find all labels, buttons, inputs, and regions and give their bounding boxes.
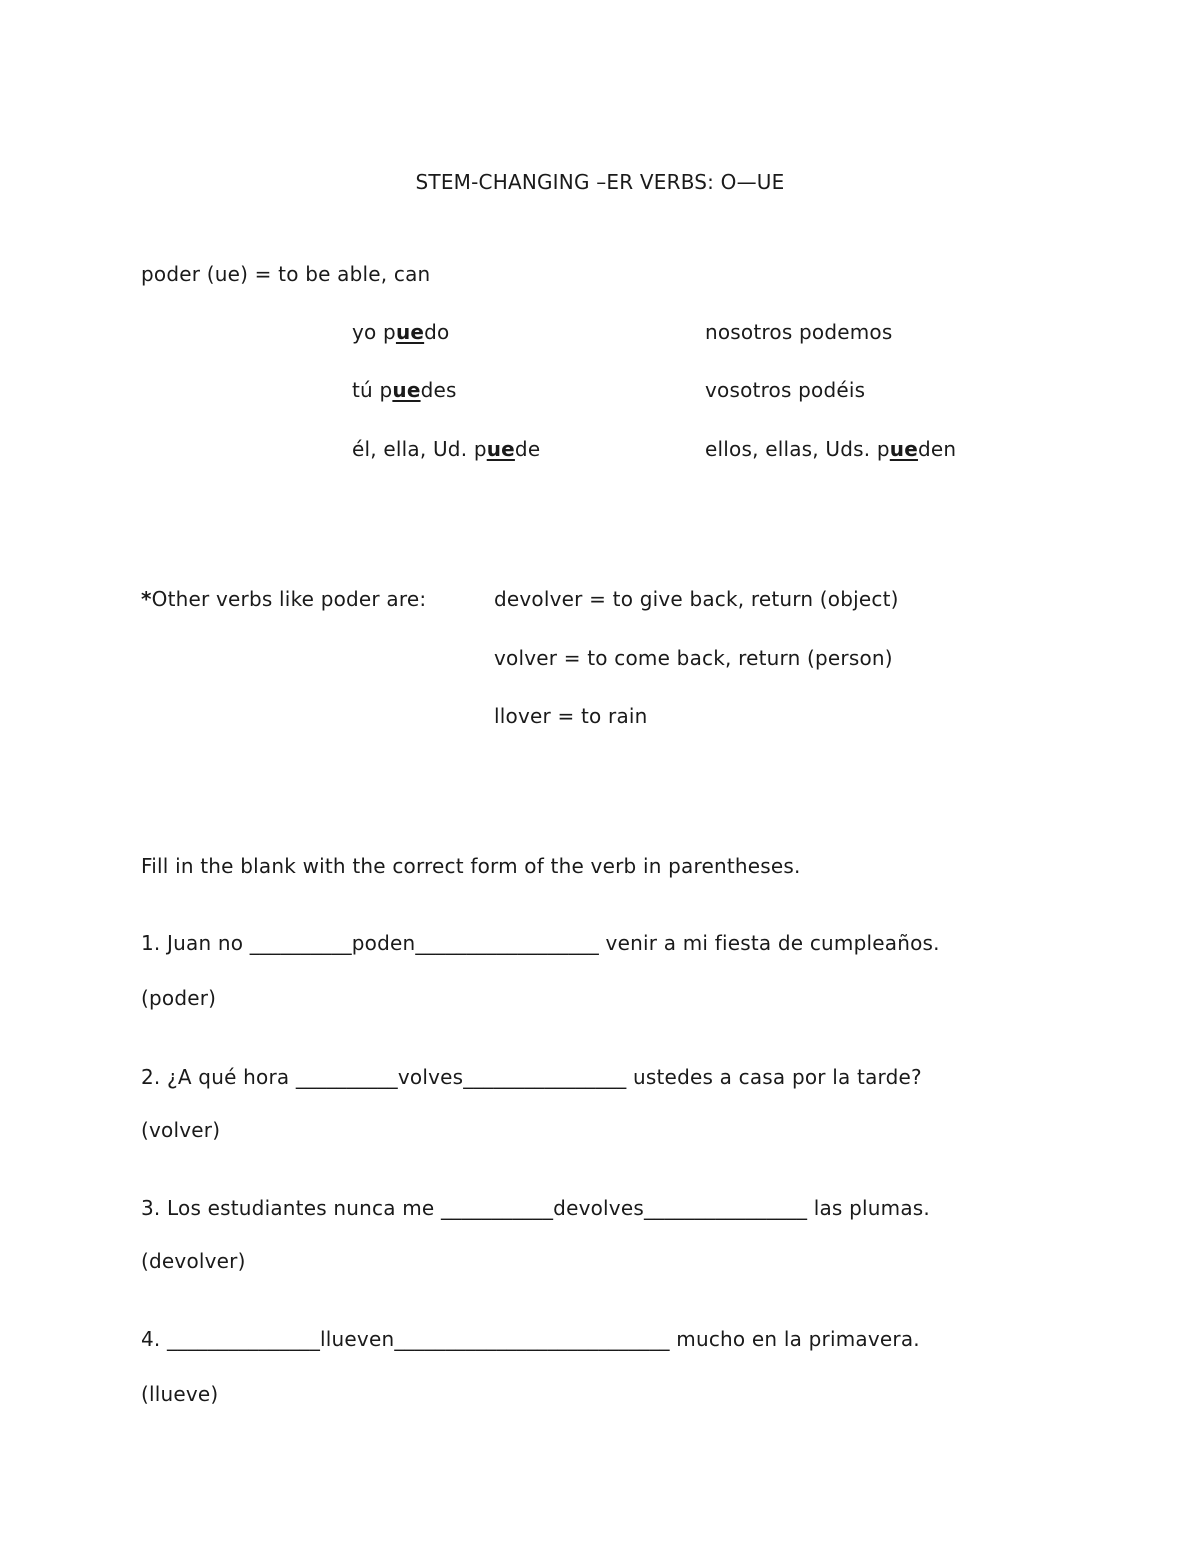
other-verb-devolver: devolver = to give back, return (object) xyxy=(494,587,899,611)
other-verbs-label: *Other verbs like poder are: xyxy=(141,587,427,611)
conjugation-nosotros: nosotros podemos xyxy=(705,320,893,344)
exercise-1-sentence: 1. Juan no __________poden__________________ venir a mi fiesta de cumpleaños. xyxy=(141,931,940,955)
exercise-4-verb: (llueve) xyxy=(141,1382,219,1406)
conjugation-vosotros: vosotros podéis xyxy=(705,378,866,402)
instructions: Fill in the blank with the correct form of the verb in parentheses. xyxy=(141,854,801,878)
exercise-2-sentence: 2. ¿A qué hora __________volves________________ ustedes a casa por la tarde? xyxy=(141,1065,922,1089)
conjugation-ellos: ellos, ellas, Uds. pueden xyxy=(705,437,957,461)
exercise-3-sentence: 3. Los estudiantes nunca me ___________devolves________________ las plumas. xyxy=(141,1196,930,1220)
other-verb-volver: volver = to come back, return (person) xyxy=(494,646,893,670)
exercise-2-verb: (volver) xyxy=(141,1118,221,1142)
other-verb-llover: llover = to rain xyxy=(494,704,648,728)
page-title: STEM-CHANGING –ER VERBS: O—UE xyxy=(415,170,785,194)
conjugation-tu: tú puedes xyxy=(352,378,457,402)
poder-definition: poder (ue) = to be able, can xyxy=(141,262,431,286)
exercise-1-verb: (poder) xyxy=(141,986,217,1010)
exercise-3-verb: (devolver) xyxy=(141,1249,246,1273)
exercise-4-sentence: 4. _______________llueven___________________________ mucho en la primavera. xyxy=(141,1327,920,1351)
conjugation-el: él, ella, Ud. puede xyxy=(352,437,541,461)
conjugation-yo: yo puedo xyxy=(352,320,450,344)
